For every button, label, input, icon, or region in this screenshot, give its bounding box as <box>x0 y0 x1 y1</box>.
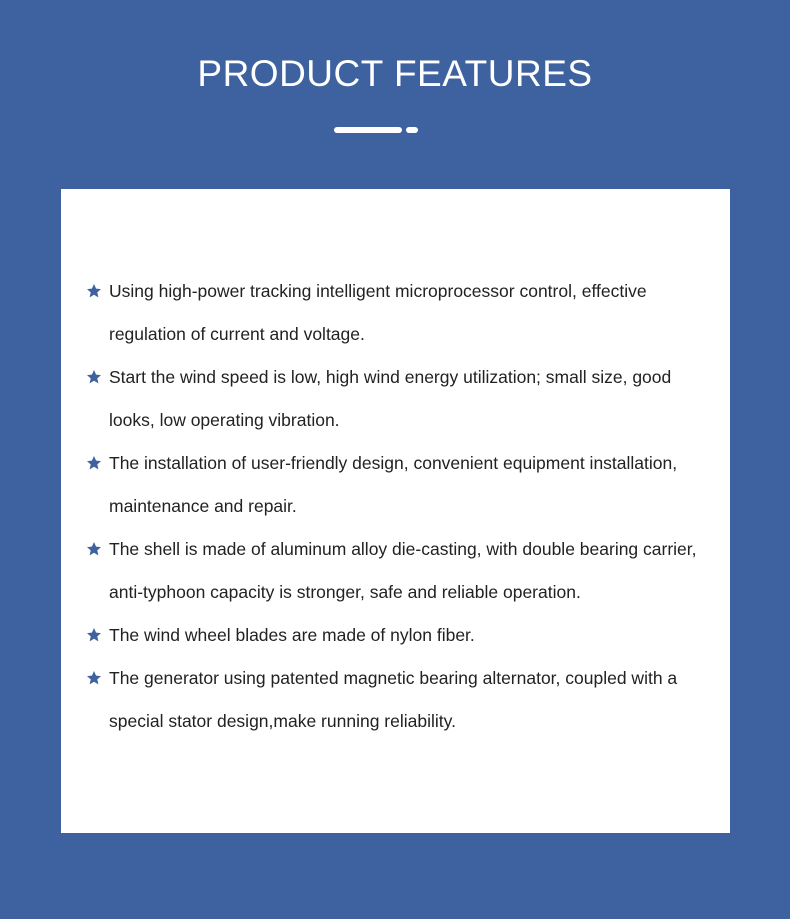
feature-text: The shell is made of aluminum alloy die-casting, with double bearing carrier, anti-typhoon capacity is stronger, safe and reliable operation. <box>109 539 697 602</box>
feature-item <box>86 270 710 356</box>
feature-item <box>86 442 710 528</box>
star-icon <box>86 283 102 299</box>
star-icon <box>86 541 102 557</box>
star-icon <box>86 369 102 385</box>
title-underline <box>334 127 418 135</box>
star-icon <box>86 455 102 471</box>
feature-item <box>86 614 710 657</box>
feature-text: Using high-power tracking intelligent microprocessor control, effective regulation of current and voltage. <box>109 281 647 344</box>
feature-text: Start the wind speed is low, high wind energy utilization; small size, good looks, low operating vibration. <box>109 367 672 430</box>
feature-text: The installation of user-friendly design, convenient equipment installation, maintenance and repair. <box>109 453 678 516</box>
feature-item <box>86 657 710 743</box>
feature-item <box>86 356 710 442</box>
feature-text: The wind wheel blades are made of nylon fiber. <box>109 625 475 645</box>
star-icon <box>86 627 102 643</box>
page-title: PRODUCT FEATURES <box>197 53 593 94</box>
star-icon <box>86 670 102 686</box>
features-list <box>86 270 710 743</box>
underline-long-bar <box>334 127 402 133</box>
feature-item <box>86 528 710 614</box>
underline-short-bar <box>406 127 418 133</box>
feature-text: The generator using patented magnetic bearing alternator, coupled with a special stator design,make running reliability. <box>109 668 678 731</box>
